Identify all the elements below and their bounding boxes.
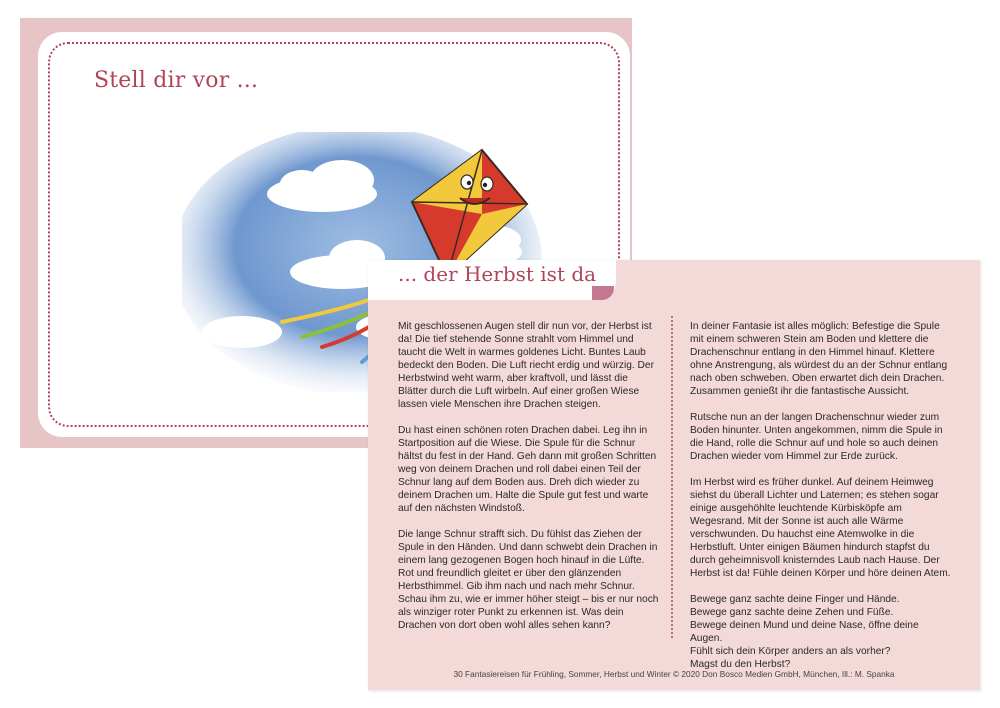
paragraph: Rutsche nun an der langen Drachenschnur wieder zum Boden hinunter. Unten angekommen, nimm die Spule in die Hand, rolle die Schnur auf und hole so auch deinen Drachen wieder vom Himmel zur Erde zurück. bbox=[690, 412, 943, 462]
text-column-left bbox=[398, 320, 660, 645]
paragraph: Im Herbst wird es früher dunkel. Auf deinem Heimweg siehst du überall Lichter und Laternen; es stehen sogar einige ausgehöhlte leuchtende Kürbisköpfe am Wegesrand. Mit der Sonne ist auch alle Wärme verschwunden. Du hauchst eine Atemwolke in die Herbstluft. Unter einigen Bäumen hindurch stapfst du durch geheimnisvoll knisterndes Laub nach Hause. Der Herbst ist da! Fühle deinen Körper und höre deinen Atem. bbox=[690, 477, 951, 579]
back-card-title-tab bbox=[368, 260, 616, 300]
tab-accent bbox=[592, 286, 614, 300]
paragraph: Die lange Schnur strafft sich. Du fühlst das Ziehen der Spule in den Händen. Und dann schwebt dein Drachen in einem lang gezogenen Bogen hoch hinauf in die Lüfte. Rot und freundlich gleitet er über den glänzenden Herbsthimmel. Gib ihm nach und nach mehr Schnur. Schau ihm zu, wie er immer höher steigt – bis er nur noch als winziger roter Punkt zu erkennen ist. Was dein Drachen von dort oben wohl alles sehen kann? bbox=[398, 529, 659, 631]
back-card-title: ... der Herbst ist da bbox=[398, 262, 597, 286]
paragraph: In deiner Fantasie ist alles möglich: Befestige die Spule mit einem schweren Stein am Boden und klettere die Drachenschnur entlang in den Himmel hinauf. Klettere ohne Anstrengung, als würdest du an der Schnur entlang nach oben schweben. Oben erwartet dich dein Drachen. Zusammen genießt ihr die fantastische Aussicht. bbox=[690, 321, 948, 397]
paragraph: Mit geschlossenen Augen stell dir nun vor, der Herbst ist da! Die tief stehende Sonne strahlt vom Himmel und taucht die Welt in warmes goldenes Licht. Buntes Laub bedeckt den Boden. Die Luft riecht erdig und würzig. Der Herbstwind weht warm, aber kraftvoll, und lässt die Blätter durch die Luft wirbeln. Auf einer großen Wiese lassen viele Menschen ihre Drachen steigen. bbox=[398, 321, 654, 410]
copyright-footer: 30 Fantasiereisen für Frühling, Sommer, Herbst und Winter © 2020 Don Bosco Medien GmbH, München, Ill.: M. Spanka bbox=[453, 669, 895, 679]
back-card bbox=[368, 260, 980, 690]
paragraph: Bewege ganz sachte deine Finger und Hände. Bewege ganz sachte deine Zehen und Füße. Bewege deinen Mund und deine Nase, öffne deine Augen. Fühlt sich dein Körper anders an als vorher? Magst du den Herbst? bbox=[690, 594, 919, 670]
paragraph: Du hast einen schönen roten Drachen dabei. Leg ihn in Startposition auf die Wiese. Die Spule für die Schnur hältst du fest in der Hand. Geh dann mit großen Schritten weg von deinem Drachen und roll dabei einen Teil der Schnur lang auf dem Boden aus. Dreh dich wieder zu deinem Drachen um. Halte die Spule gut fest und warte auf den nächsten Windstoß. bbox=[398, 425, 657, 514]
front-card-title: Stell dir vor ... bbox=[94, 68, 259, 93]
column-divider bbox=[671, 316, 673, 638]
text-column-right bbox=[690, 320, 952, 684]
